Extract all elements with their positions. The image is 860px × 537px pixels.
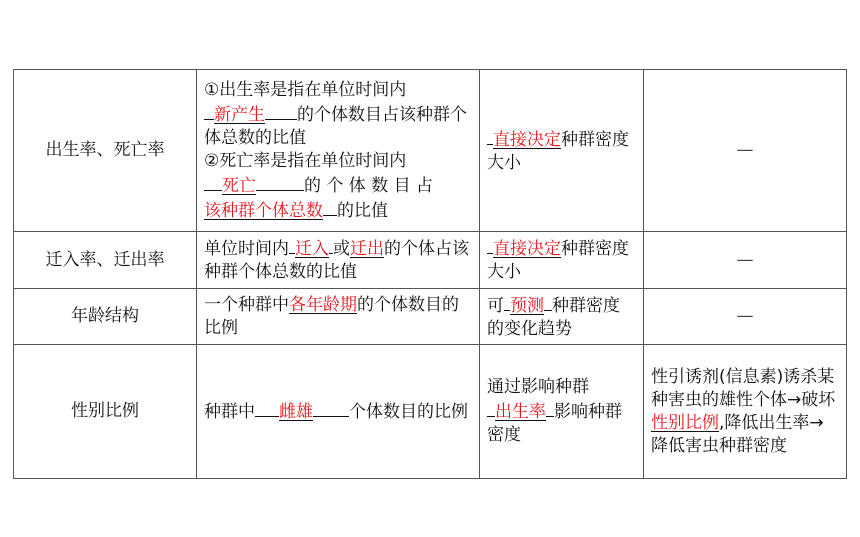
answer-text: 雌雄 xyxy=(279,402,313,422)
answer-text: 直接决定 xyxy=(493,129,561,150)
answer-text: 直接决定 xyxy=(493,239,561,259)
definition-text: 的个体占该种群个体总数的比值 xyxy=(204,239,469,282)
note-text: 性引诱剂(信息素)诱杀某种害虫的雄性个体→破坏 xyxy=(651,366,836,410)
answer-text: 新产生 xyxy=(214,104,265,125)
definition-text: ②死亡率是指在单位时间内 xyxy=(204,150,407,171)
definition-text: 一个种群中 xyxy=(204,294,289,315)
answer-text: 出生率 xyxy=(495,402,546,422)
definition-text: 个体数目的比例 xyxy=(349,402,468,422)
role-cell xyxy=(480,70,644,232)
role-text: 可 xyxy=(487,295,504,316)
definition-text: 单位时间内 xyxy=(204,239,289,259)
table-row xyxy=(14,345,847,479)
role-cell xyxy=(480,232,644,289)
definition-text: ①出生率是指在单位时间内 xyxy=(204,79,407,100)
population-characteristics-table xyxy=(13,69,847,479)
answer-text: 迁出 xyxy=(350,239,384,259)
note-cell xyxy=(644,345,847,479)
role-text: 影响种群密度 xyxy=(487,402,622,445)
note-text: ,降低出生率→降低害虫种群密度 xyxy=(651,412,824,456)
definition-cell xyxy=(197,232,480,289)
row-name: 年龄结构 xyxy=(14,289,197,345)
row-name: 出生率、死亡率 xyxy=(14,70,197,232)
note-cell: — xyxy=(644,289,847,345)
role-cell xyxy=(480,345,644,479)
definition-cell xyxy=(197,289,480,345)
row-name: 迁入率、迁出率 xyxy=(14,232,197,289)
definition-cell xyxy=(197,70,480,232)
role-cell xyxy=(480,289,644,345)
answer-text: 迁入 xyxy=(295,239,329,259)
answer-text: 死亡 xyxy=(222,175,256,196)
definition-text: 的比值 xyxy=(337,200,388,221)
definition-text: 的 个 体 数 目 占 xyxy=(304,175,434,196)
note-cell: — xyxy=(644,70,847,232)
note-cell: — xyxy=(644,232,847,289)
role-text: 种群密度的变化趋势 xyxy=(487,295,620,339)
answer-text: 预测 xyxy=(510,295,544,316)
table-row xyxy=(14,70,847,232)
definition-cell xyxy=(197,345,480,479)
definition-text: 种群中 xyxy=(204,402,255,422)
table-row xyxy=(14,289,847,345)
role-text: 种群密度大小 xyxy=(487,129,629,173)
table-row xyxy=(14,232,847,289)
role-text: 种群密度大小 xyxy=(487,239,629,282)
definition-text: 的个体数目的比例 xyxy=(204,294,459,338)
answer-text: 各年龄期 xyxy=(289,294,357,315)
answer-text: 该种群个体总数 xyxy=(204,200,323,221)
definition-text: 或 xyxy=(333,239,350,259)
role-text: 通过影响种群 xyxy=(487,377,589,397)
row-name: 性别比例 xyxy=(14,345,197,479)
definition-text: 的个体数目占该种群个体总数的比值 xyxy=(204,104,467,148)
answer-text: 性别比例 xyxy=(651,412,719,433)
